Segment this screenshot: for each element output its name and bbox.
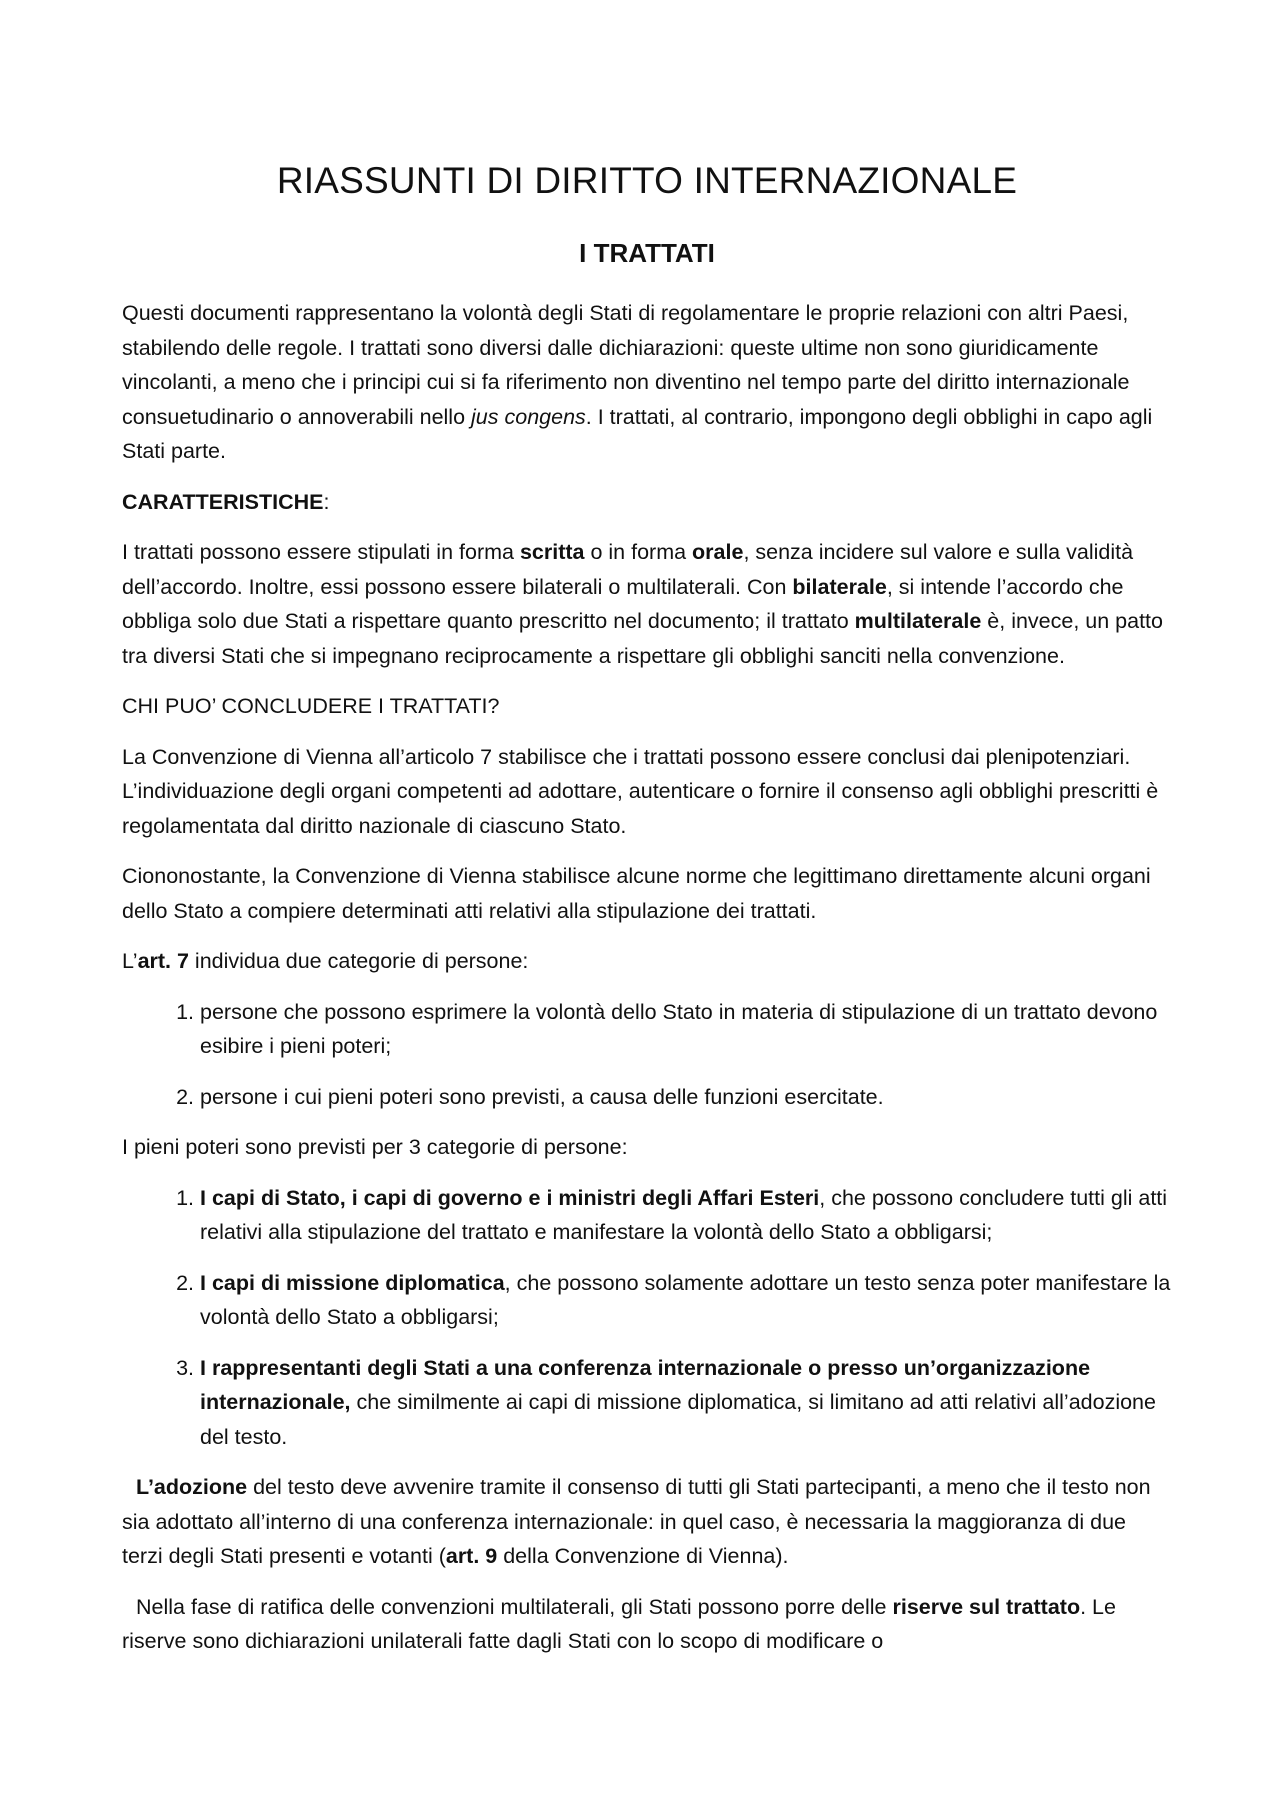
bold-run: L’adozione bbox=[136, 1475, 248, 1499]
text-run: individua due categorie di persone: bbox=[188, 949, 529, 973]
text-run: è, invece, un patto tra diversi Stati che si impegnano reciprocamente a rispettare gli obblighi sanciti nella convenzione. bbox=[122, 609, 1163, 668]
pieni-poteri-intro: I pieni poteri sono previsti per 3 categorie di persone: bbox=[122, 1135, 628, 1159]
text-run: , che possono solamente adottare un testo senza poter manifestare la volontà dello Stato a obbligarsi; bbox=[200, 1270, 1171, 1329]
chi-puo-paragraph-2: Ciononostante, la Convenzione di Vienna stabilisce alcune norme che legittimano direttamente alcuni organi dello Stato a compiere determinati atti relativi alla stipulazione dei trattati. bbox=[122, 864, 1151, 923]
bold-run: art. 7 bbox=[137, 949, 189, 973]
intro-paragraph bbox=[122, 296, 1172, 469]
document-title: RIASSUNTI DI DIRITTO INTERNAZIONALE bbox=[276, 160, 1018, 201]
bold-run: riserve sul trattato bbox=[892, 1594, 1081, 1619]
bold-run: I capi di Stato, i capi di governo e i ministri degli Affari Esteri bbox=[200, 1185, 820, 1210]
text-run: , si intende l’accordo che obbliga solo due Stati a rispettare quanto prescritto nel documento; il trattato bbox=[122, 574, 1124, 633]
text-run: , che possono concludere tutti gli atti relativi alla stipulazione del trattato e manifestare la volontà dello Stato a obbligarsi; bbox=[200, 1185, 1168, 1244]
bold-run: bilaterale bbox=[792, 574, 887, 599]
bold-run: scritta bbox=[519, 540, 585, 564]
art7-intro bbox=[122, 944, 1172, 979]
intro-text-2: . I trattati, al contrario, impongono degli obblighi in capo agli Stati parte. bbox=[122, 404, 1153, 463]
list-item bbox=[200, 1181, 1172, 1250]
text-run: del testo deve avvenire tramite il consenso di tutti gli Stati partecipanti, a meno che il testo non sia adottato all’interno di una conferenza internazionale: in quel caso, è necessaria la maggioranza di due terzi degli Stati presenti e votanti ( bbox=[122, 1475, 1151, 1568]
document-body bbox=[122, 296, 1172, 1675]
section-title: I TRATTATI bbox=[579, 238, 715, 268]
text-run: Nella fase di ratifica delle convenzioni multilaterali, gli Stati possono porre delle bbox=[136, 1594, 893, 1619]
intro-text-1: Questi documenti rappresentano la volontà degli Stati di regolamentare le proprie relazioni con altri Paesi, stabilendo delle regole. I trattati sono diversi dalle dichiarazioni: queste ultime non sono giuridicamente vincolanti, a meno che i principi cui si fa riferimento non diventino nel tempo parte del diritto internazionale consuetudinario o annoverabili nello bbox=[122, 301, 1130, 429]
bold-run: I rappresentanti degli Stati a una conferenza internazionale o presso un’organizzazione internazionale, bbox=[200, 1355, 1091, 1414]
list-item: 2. persone i cui pieni poteri sono previsti, a causa delle funzioni esercitate. bbox=[200, 1080, 1172, 1115]
bold-run: I capi di missione diplomatica bbox=[200, 1270, 505, 1295]
list-item bbox=[200, 1351, 1172, 1455]
caratteristiche-heading-text: CARATTERISTICHE bbox=[122, 489, 324, 514]
chi-puo-paragraph-1: La Convenzione di Vienna all’articolo 7 stabilisce che i trattati possono essere conclusi dai plenipotenziari. L’individuazione degli organi competenti ad adottare, autenticare o fornire il consenso agli obblighi prescritti è regolamentata dal diritto nazionale di ciascuno Stato. bbox=[122, 744, 1159, 838]
text-run: , senza incidere sul valore e sulla validità dell’accordo. Inoltre, essi possono essere bilaterali o multilaterali. Con bbox=[122, 540, 1134, 599]
chi-puo-heading: CHI PUO’ CONCLUDERE I TRATTATI? bbox=[122, 694, 500, 718]
adozione-paragraph bbox=[122, 1470, 1172, 1574]
intro-italic-term: jus congens bbox=[471, 404, 586, 429]
bold-run: orale bbox=[692, 540, 744, 564]
text-run: o in forma bbox=[584, 540, 693, 564]
ratifica-paragraph bbox=[122, 1590, 1172, 1659]
list-item: 1. persone che possono esprimere la volontà dello Stato in materia di stipulazione di un trattato devono esibire i pieni poteri; bbox=[200, 995, 1172, 1064]
caratteristiche-heading-colon: : bbox=[323, 489, 330, 514]
bold-run: art. 9 bbox=[445, 1544, 498, 1568]
categories-list bbox=[122, 995, 1172, 1115]
caratteristiche-heading bbox=[122, 485, 1172, 520]
bold-run: multilaterale bbox=[854, 609, 982, 633]
text-run: che similmente ai capi di missione diplomatica, si limitano ad atti relativi all’adozione del testo. bbox=[200, 1390, 1156, 1449]
text-run: L’ bbox=[122, 949, 138, 973]
caratteristiche-paragraph bbox=[122, 535, 1172, 673]
text-run: I trattati possono essere stipulati in forma bbox=[122, 540, 520, 564]
list-item bbox=[200, 1266, 1172, 1335]
text-run: . Le riserve sono dichiarazioni unilaterali fatte dagli Stati con lo scopo di modificare o bbox=[122, 1594, 1116, 1653]
pieni-poteri-list bbox=[122, 1181, 1172, 1455]
text-run: della Convenzione di Vienna). bbox=[497, 1544, 789, 1568]
